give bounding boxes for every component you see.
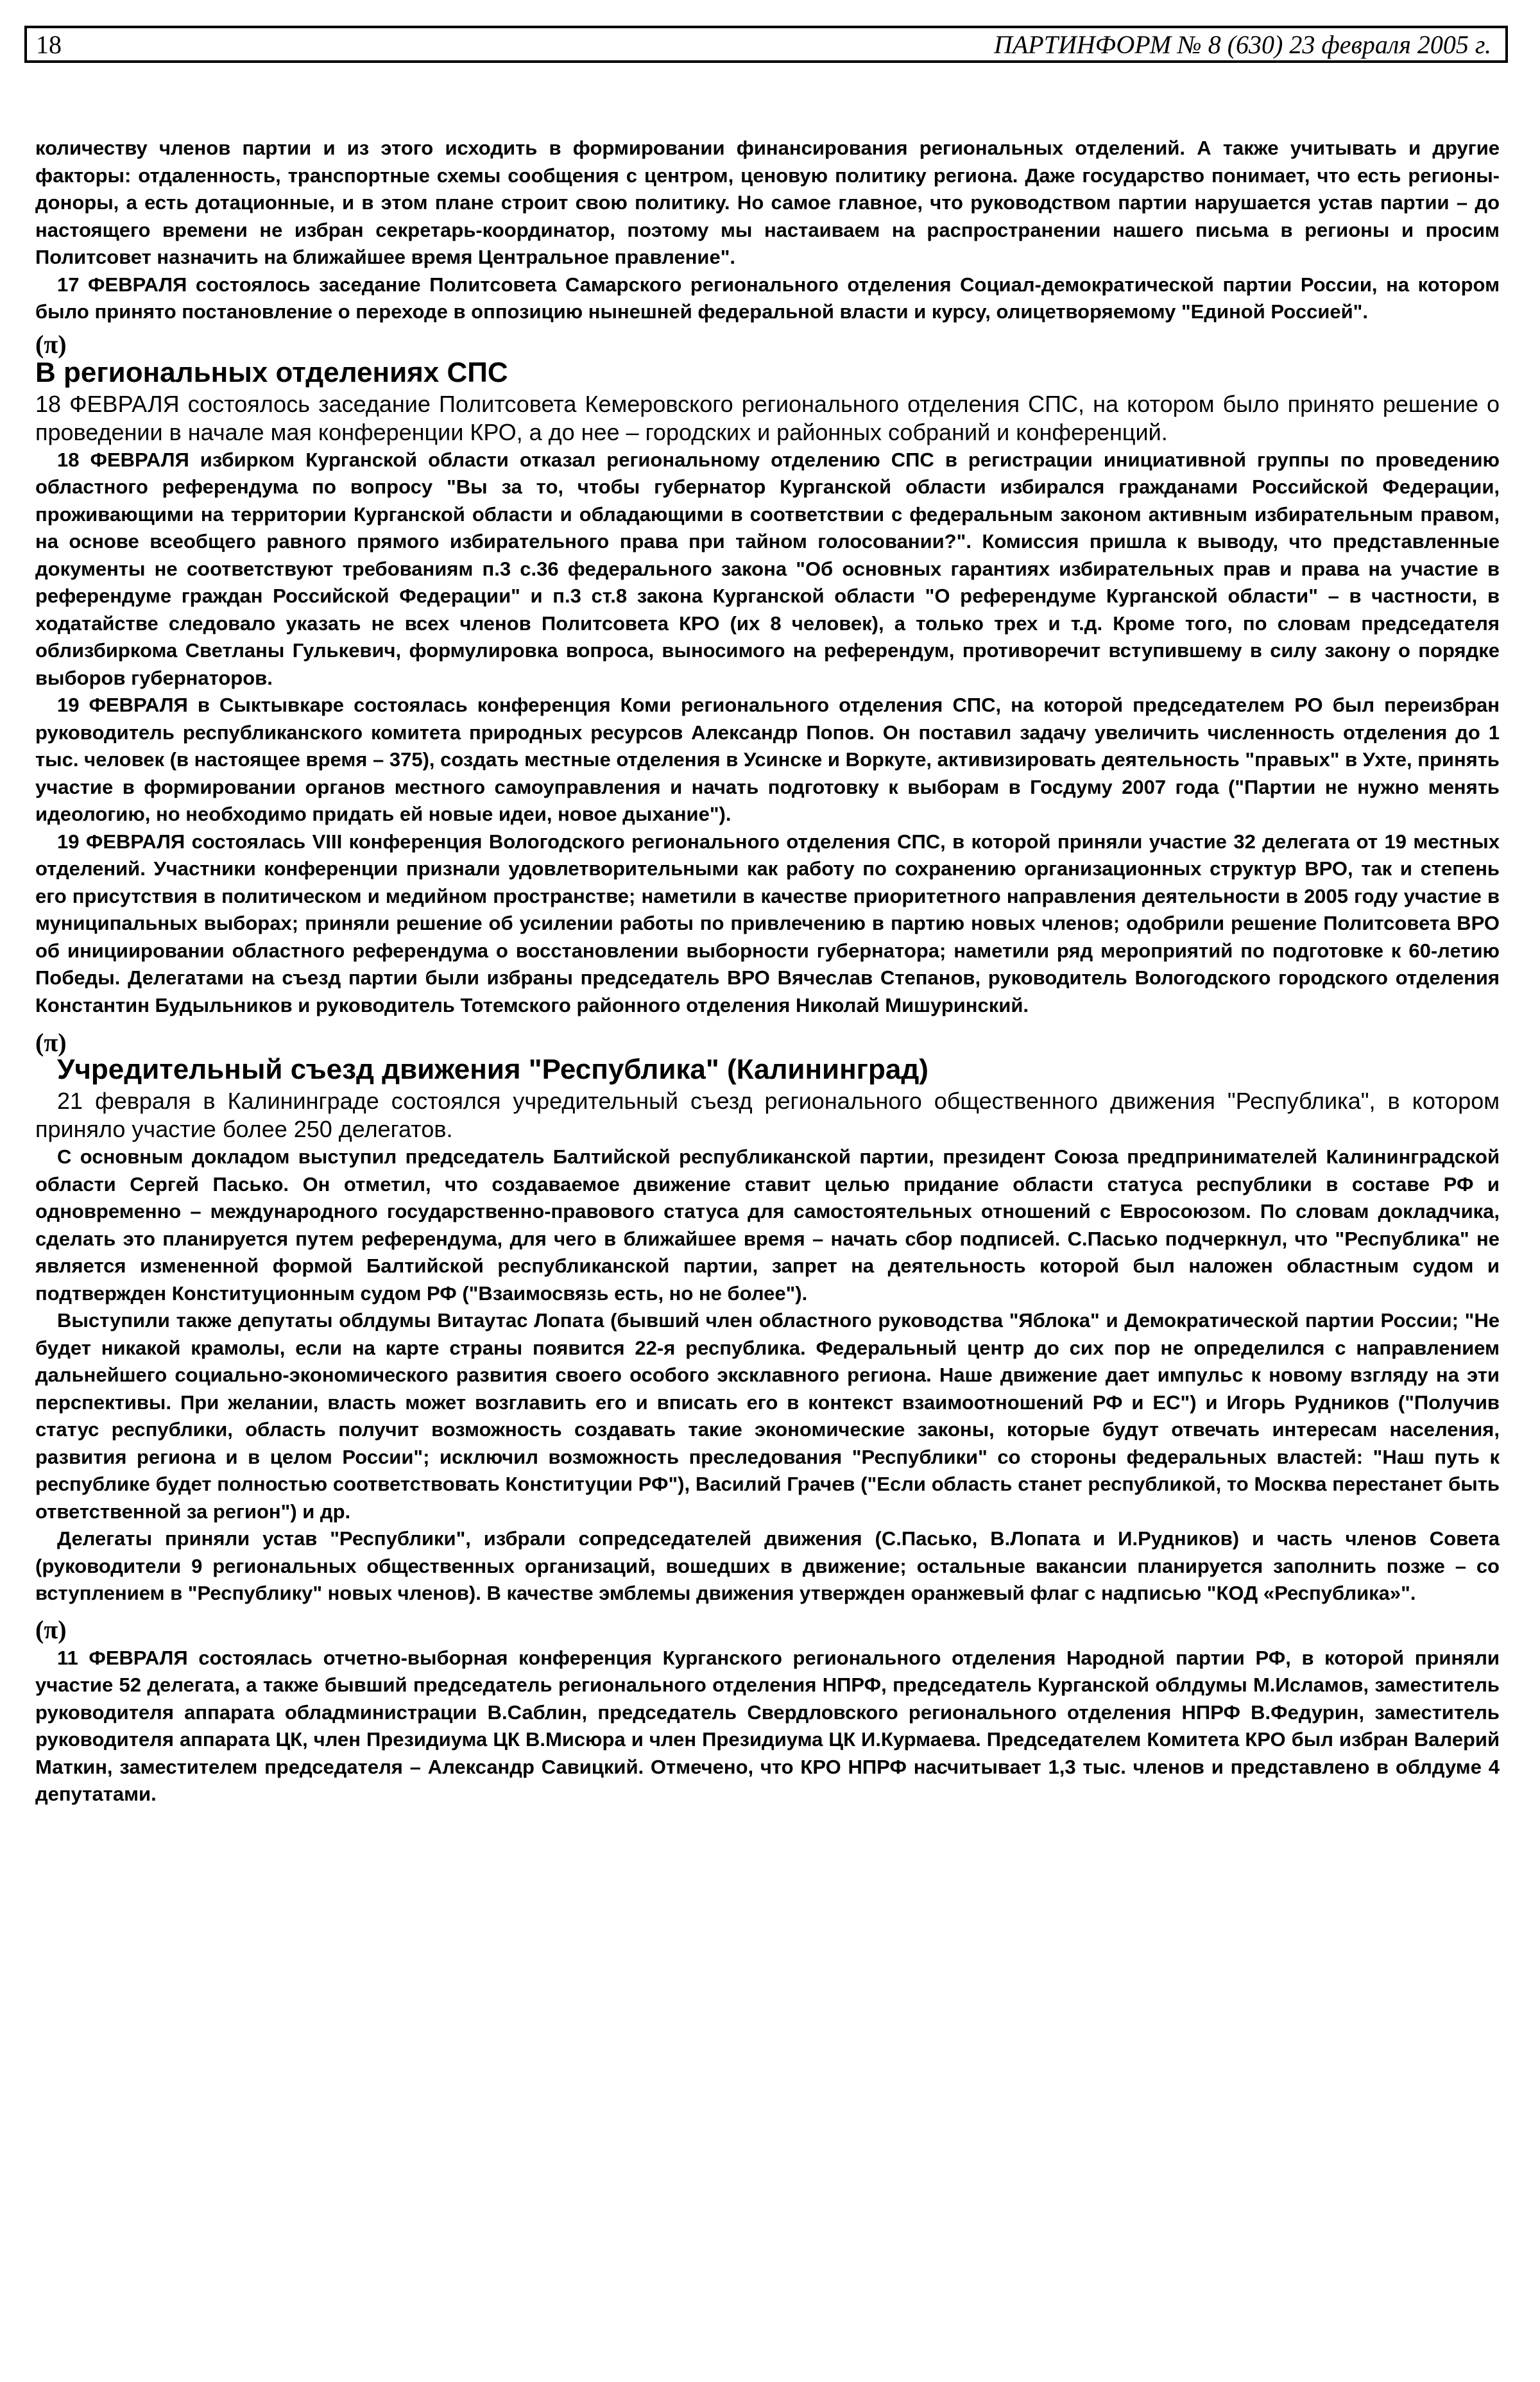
respublika-paragraph-report: С основным докладом выступил председатель Балтийской республиканской партии, президент Союза предпринимателей Калининградской области Сергей Пасько. Он отметил, что создаваемое движение ставит целью придание области статуса республики в составе РФ и одновременно – международного государственно-правового статуса для самостоятельных отношений с Евросоюзом. По словам докладчика, сделать это планируется путем референдума, для чего в ближайшее время – начать сбор подписей. С.Пасько подчеркнул, что "Республика" не является измененной формой Балтийской республиканской партии, запрет на деятельность которой был наложен областным судом и подтвержден Конституционным судом РФ ("Взаимосвязь есть, но не более"). xyxy=(35,1145,1500,1305)
author-sign: (π) xyxy=(35,329,67,359)
paragraph-feb17-samara: 17 ФЕВРАЛЯ состоялось заседание Политсовета Самарского регионального отделения Социал-демократической партии России, на котором было принято постановление о переходе в оппозицию нынешней федеральной власти и курсу, олицетворяемому "Единой Россией". xyxy=(35,273,1500,323)
sps-lead-paragraph: 18 ФЕВРАЛЯ состоялось заседание Политсовета Кемеровского регионального отделения СПС, на котором было принято решение о проведении в начале мая конференции КРО, а до нее – городских и районных собраний и конференций. xyxy=(35,390,1500,445)
respublika-paragraph-charter: Делегаты приняли устав "Республики", избрали сопредседателей движения (С.Пасько, В.Лопата и И.Рудников) и часть членов Совета (руководители 9 региональных общественных организаций, вошедших в движение; остальные вакансии планируется заполнить позже – со вступлением в "Республику" новых членов). В качестве эмблемы движения утвержден оранжевый флаг с надписью "КОД «Республика»". xyxy=(35,1527,1500,1604)
sps-paragraph-komi: 19 ФЕВРАЛЯ в Сыктывкаре состоялась конференция Коми регионального отделения СПС, на которой председателем РО был переизбран руководитель республиканского комитета природных ресурсов Александр Попов. Он поставил задачу увеличить численность отделения до 1 тыс. человек (в настоящее время – 375), создать местные отделения в Усинске и Воркуте, активизировать деятельность "правых" в Ухте, принять участие в формировании органов местного самоуправления и начать подготовку к выборам в Госдуму 2007 года ("Партии не нужно менять идеологию, но необходимо придать ей новые идеи, новое дыхание"). xyxy=(35,694,1500,825)
respublika-lead-paragraph: 21 февраля в Калининграде состоялся учредительный съезд регионального общественного движения "Республика", в котором приняло участие более 250 делегатов. xyxy=(35,1088,1500,1142)
sps-paragraph-vologda: 19 ФЕВРАЛЯ состоялась VIII конференция Вологодского регионального отделения СПС, в которой приняли участие 32 делегата от 19 местных отделений. Участники конференции признали удовлетворительными как работу по сохранению организационных структур ВРО, так и степень его присутствия в политическом и медийном пространстве; наметили в качестве приоритетного направления деятельности в 2005 году участие в муниципальных выборах; приняли решение об усилении работы по привлечению в партию новых членов; одобрили решение Политсовета ВРО об инициировании областного референдума о восстановлении выборности губернатора; наметили ряд мероприятий по подготовке к 60-летию Победы. Делегатами на съезд партии были избраны председатель ВРО Вячеслав Степанов, руководитель Вологодского городского отделения Константин Будыльников и руководитель Тотемского районного отделения Николай Мишуринский. xyxy=(35,830,1500,1016)
publication-title: ПАРТИНФОРМ № 8 (630) 23 февраля 2005 г. xyxy=(993,30,1491,59)
sps-paragraph-kurgan: 18 ФЕВРАЛЯ избирком Курганской области отказал региональному отделению СПС в регистрации инициативной группы по проведению областного референдума по вопросу "Вы за то, чтобы губернатор Курганской области избирался гражданами Российской Федерации, проживающими на территории Курганской области и обладающими в соответствии с федеральным законом активным избирательным правом, на основе всеобщего равного прямого избирательного права при тайном голосовании?". Комиссия пришла к выводу, что представленные документы не соответствуют требованиям п.3 с.36 федерального закона "Об основных гарантиях избирательных прав и права на участие в референдуме граждан Российской Федерации" и п.3 ст.8 закона Курганской области "О референдуме Курганской области" – в частности, в ходатайстве следовало указать не всех членов Политсовета КРО (их 8 человек), а только трех и т.д. Кроме того, по словам председателя облизбиркома Светланы Гулькевич, формулировка вопроса, выносимого на референдум, противоречит вступившему в силу закону о порядке выборов губернаторов. xyxy=(35,448,1500,689)
respublika-paragraph-speakers: Выступили также депутаты облдумы Витаутас Лопата (бывший член областного руководства "Яблока" и Демократической партии России; "Не будет никакой крамолы, если на карте страны появится 22-я республика. Федеральный центр до сих пор не определился с направлением дальнейшего социально-экономического развития своего особого эксклавного региона. Наше движение дает импульс к новому взгляду на эти перспективы. При желании, власть может возглавить его и вписать его в контекст взаимоотношений РФ и ЕС") и Игорь Рудников ("Получив статус республики, область получит возможность создавать такие экономические законы, которые будут отвечать интересам населения, развития региона и в целом России"; исключил возможность преследования "Республики" со стороны федеральных властей: "Наш путь к республике будет полностью соответствовать Конституции РФ"), Василий Грачев ("Если область станет республикой, то Москва перестанет быть ответственной за регион") и др. xyxy=(35,1309,1500,1523)
author-sign: (π) xyxy=(35,1028,67,1057)
article-body xyxy=(35,135,1500,1808)
intro-paragraph: количеству членов партии и из этого исходить в формировании финансирования региональных отделений. А также учитывать и другие факторы: отдаленность, транспортные схемы сообщения с центром, ценовую политику региона. Даже государство понимает, что есть регионы-доноры, а есть дотационные, и в этом плане строит свою политику. Но самое главное, что руководством партии нарушается устав партии – до настоящего времени не избран секретарь-координатор, поэтому мы настаиваем на распространении нашего письма в регионы и просим Политсовет назначить на ближайшее время Центральное правление". xyxy=(35,137,1500,268)
section-heading-respublika: Учредительный съезд движения "Республика" (Калининград) xyxy=(57,1054,928,1085)
paragraph-feb11-kurgan-nprf: 11 ФЕВРАЛЯ состоялась отчетно-выборная конференция Курганского регионального отделения Народной партии РФ, в которой приняли участие 52 делегата, а также бывший председатель регионального отделения НПРФ, председатель Курганской облдумы М.Исламов, заместитель руководителя аппарата обладминистрации В.Саблин, председатель Свердловского регионального отделения НПРФ В.Федурин, заместитель руководителя аппарата ЦК, член Президиума ЦК В.Мисюра и член Президиума ЦК И.Курмаева. Председателем Комитета КРО был избран Валерий Маткин, заместителем председателя – Александр Савицкий. Отмечено, что КРО НПРФ насчитывает 1,3 тыс. членов и представлено в облдуме 4 депутатами. xyxy=(35,1646,1500,1805)
page-number: 18 xyxy=(36,30,62,59)
author-sign: (π) xyxy=(35,1615,67,1644)
section-heading-sps: В региональных отделениях СПС xyxy=(35,356,508,388)
page-header xyxy=(24,26,1508,63)
